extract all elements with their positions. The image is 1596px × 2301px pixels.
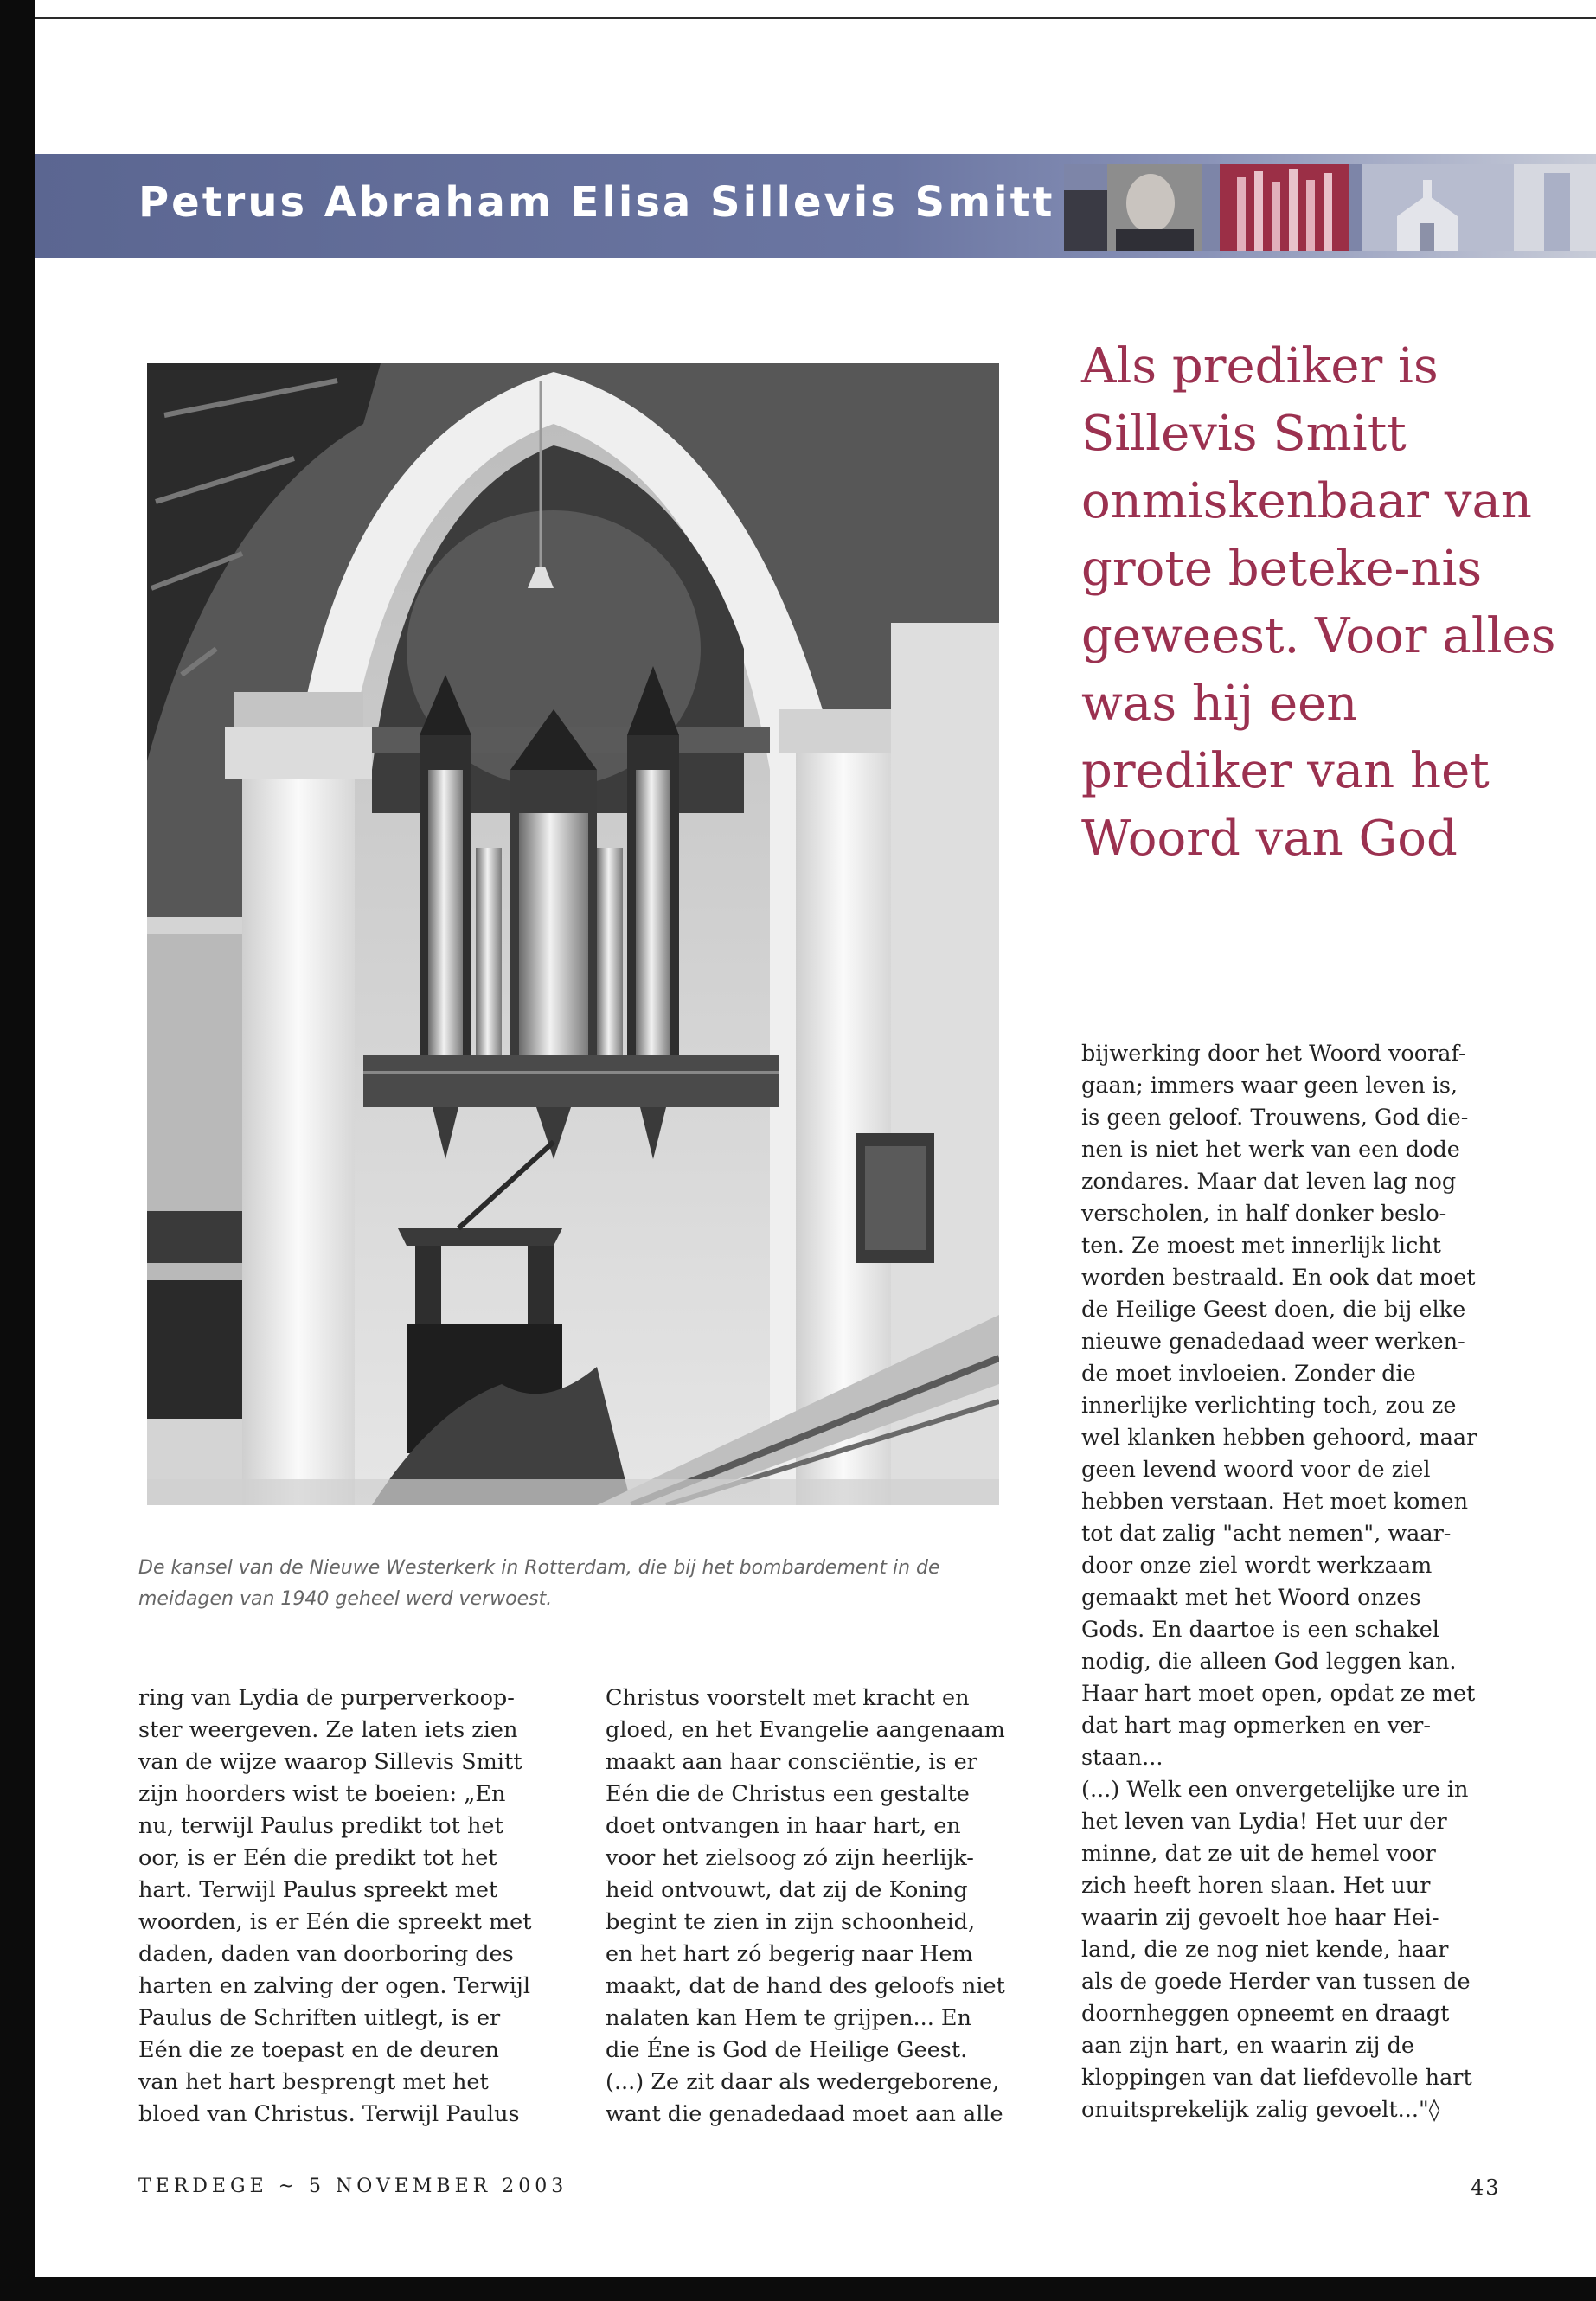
pull-quote: Als prediker is Sillevis Smitt onmiskenbaar van grote beteke-nis geweest. Voor alles was hij een prediker van het Woord van God [1081,338,1556,867]
title-band [35,154,1596,258]
bottom-edge-bar [0,2277,1596,2301]
organ-thumbnail [1220,164,1349,251]
header-thumbnail-strip [1064,164,1596,251]
body-column-right: bijwerking door het Woord vooraf- gaan; immers waar geen leven is, is geen geloof. Trouwens, God die- nen is niet het werk van een dode zondares. Maar dat leven lag nog verscholen, in half donker beslo- ten. Ze moest met innerlijk licht worden bestraald. En ook dat moet de Heilige Geest doen, die bij elke nieuwe genadedaad weer werken- de moet invloeien. Zonder die innerlijke verlichting toch, zou ze wel klanken hebben gehoord, maar geen levend woord voor de ziel hebben verstaan. Het moet komen tot dat zalig "acht nemen", waar- door onze ziel wordt werkzaam gemaakt met het Woord onzes Gods. En daartoe is een schakel nodig, die alleen God leggen kan. Haar hart moet open, opdat ze met dat hart mag opmerken en ver- staan... (...) Welk een onvergetelijke ure in het leven van Lydia! Het uur der minne, dat ze uit de hemel voor zich heeft horen slaan. Het uur waarin zij gevoelt hoe haar Hei- land, die ze nog niet kende, haar als de goede Herder van tussen de doornheggen opneemt en draagt aan zijn hart, en waarin zij de kloppingen van dat liefdevolle hart onuitsprekelijk zalig gevoelt..."◊ [1081,1041,1477,2123]
body-column-left: ring van Lydia de purperverkoop- ster weergeven. Ze laten iets zien van de wijze waarop Sillevis Smitt zijn hoorders wist te boeien: „En nu, terwijl Paulus predikt tot het oor, is er Eén die predikt tot het hart. Terwijl Paulus spreekt met woorden, is er Eén die spreekt met daden, daden van doorboring des harten en zalving der ogen. Terwijl Paulus de Schriften uitlegt, is er Eén die ze toepast en de deuren van het hart besprengt met het bloed van Christus. Terwijl Paulus [138,1685,532,2127]
article-title: Petrus Abraham Elisa Sillevis Smitt [138,178,1055,227]
photo-caption: De kansel van de Nieuwe Westerkerk in Rotterdam, die bij het bombardement in de meidagen van 1940 geheel werd verwoest. [138,1557,940,1610]
top-rule [35,17,1596,19]
left-edge-bar [0,0,35,2301]
body-column-middle: Christus voorstelt met kracht en gloed, en het Evangelie aangenaam maakt aan haar consciëntie, is er Eén die de Christus een gestalte doet ontvangen in haar hart, en voor het zielsoog zó zijn heerlijk- heid ontvouwt, dat zij de Koning begint te zien in zijn schoonheid, en het hart zó begerig naar Hem maakt, dat de hand des geloofs niet nalaten kan Hem te grijpen... En die Éne is God de Heilige Geest. (...) Ze zit daar als wedergeborene, want die genadedaad moet aan alle [606,1685,1005,2127]
publication-footer: TERDEGE ~ 5 NOVEMBER 2003 [138,2176,568,2197]
church-interior-photo [147,363,999,1505]
church-thumbnail [1362,164,1514,251]
page-number: 43 [1471,2176,1501,2200]
